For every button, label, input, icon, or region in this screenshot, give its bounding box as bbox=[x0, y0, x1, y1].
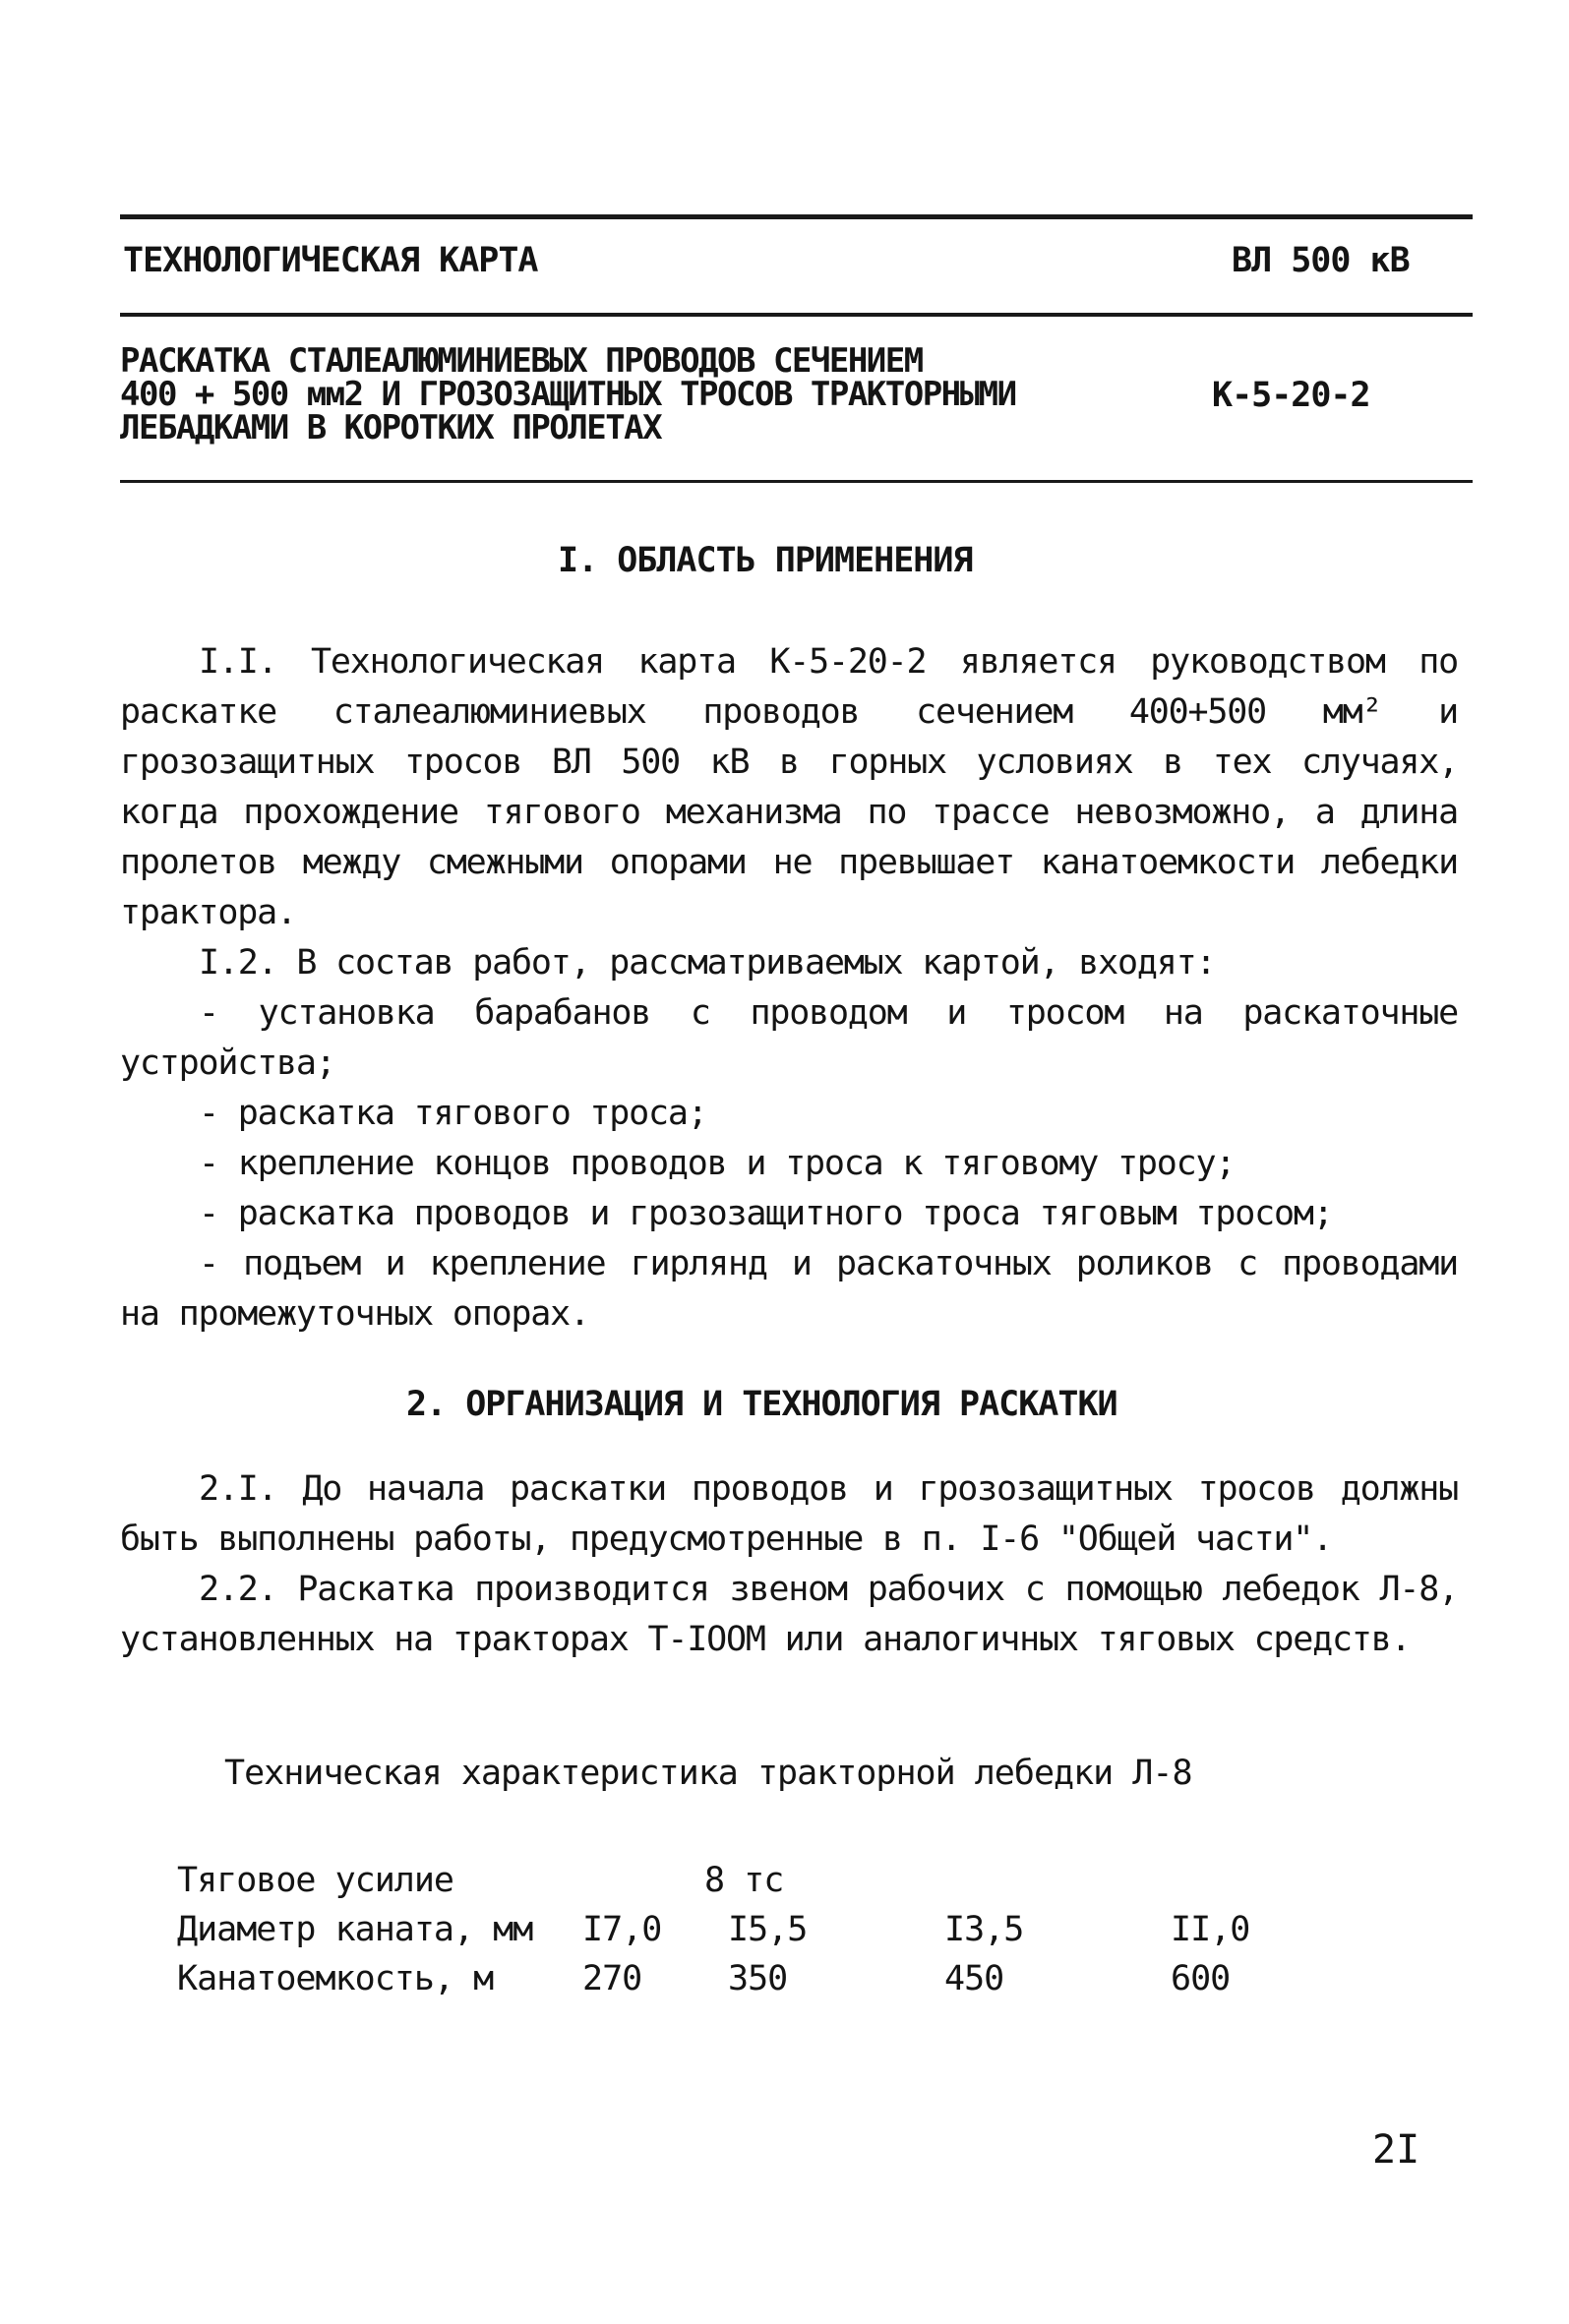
document-title bbox=[120, 341, 1163, 447]
capacity-value: 600 bbox=[1171, 1959, 1231, 1998]
diameter-value: I7,0 bbox=[582, 1910, 662, 1949]
paragraph-2-2: 2.2. Раскатка производится звеном рабочих с помощью лебедок Л-8, установленных на тракторах Т-IOOМ или аналогичных тяговых средств. bbox=[120, 1570, 1458, 1659]
list-item: - крепление концов проводов и троса к тяговому тросу; bbox=[199, 1144, 1236, 1183]
card-code: К-5-20-2 bbox=[1212, 376, 1370, 415]
list-item: - установка барабанов с проводом и тросом на раскаточные устройства; bbox=[120, 993, 1458, 1083]
spec-row-force bbox=[0, 1861, 1569, 1910]
spec-row-capacity bbox=[0, 1959, 1569, 2008]
section-1-body bbox=[120, 637, 1458, 1340]
top-rule bbox=[120, 214, 1473, 219]
header-rule bbox=[120, 313, 1473, 317]
title-line: РАСКАТКА СТАЛЕАЛЮМИНИЕВЫХ ПРОВОДОВ СЕЧЕНИЕМ bbox=[120, 341, 923, 381]
line-voltage-label: ВЛ 500 кВ bbox=[1232, 241, 1410, 280]
title-line: ЛЕБАДКАМИ В КОРОТКИХ ПРОЛЕТАХ bbox=[120, 408, 662, 447]
paragraph-1-1: I.I. Технологическая карта К-5-20-2 является руководством по раскатке сталеалюминиевых проводов сечением 400+500 мм² и грозозащитных тросов ВЛ 500 кВ в горных условиях в тех случаях, когда прохождение тягового механизма по трассе невозможно, а длина пролетов между смежными опорами не превышает канатоемкости лебедки трактора. bbox=[120, 642, 1458, 932]
section-1-title: I. ОБЛАСТЬ ПРИМЕНЕНИЯ bbox=[558, 541, 973, 580]
list-item: - подъем и крепление гирлянд и раскаточных роликов с проводами на промежуточных опорах. bbox=[120, 1244, 1458, 1334]
list-item: - раскатка проводов и грозозащитного троса тяговым тросом; bbox=[199, 1194, 1333, 1233]
doc-type-heading: ТЕХНОЛОГИЧЕСКАЯ КАРТА bbox=[123, 241, 538, 280]
spec-row-diameter bbox=[0, 1910, 1569, 1959]
capacity-value: 270 bbox=[582, 1959, 642, 1998]
tech-spec-title: Техническая характеристика тракторной лебедки Л-8 bbox=[224, 1754, 1192, 1793]
capacity-value: 350 bbox=[728, 1959, 788, 1998]
diameter-value: I3,5 bbox=[944, 1910, 1024, 1949]
paragraph-1-2: I.2. В состав работ, рассматриваемых картой, входят: bbox=[199, 943, 1216, 983]
diameter-value: I5,5 bbox=[728, 1910, 808, 1949]
force-value: 8 тс bbox=[704, 1861, 784, 1900]
capacity-label: Канатоемкость, м bbox=[177, 1959, 494, 1998]
list-item: - раскатка тягового троса; bbox=[199, 1094, 707, 1133]
title-rule bbox=[120, 480, 1473, 483]
force-label: Тяговое усилие bbox=[177, 1861, 454, 1900]
title-line: 400 + 500 мм2 И ГРОЗОЗАЩИТНЫХ ТРОСОВ ТРАКТОРНЫМИ bbox=[120, 375, 1016, 414]
page-number: 2I bbox=[1372, 2127, 1420, 2173]
paragraph-2-1: 2.I. До начала раскатки проводов и грозозащитных тросов должны быть выполнены работы, предусмотренные в п. I-6 "Общей части". bbox=[120, 1469, 1458, 1559]
diameter-value: II,0 bbox=[1171, 1910, 1250, 1949]
section-2-title: 2. ОРГАНИЗАЦИЯ И ТЕХНОЛОГИЯ РАСКАТКИ bbox=[406, 1385, 1117, 1424]
diameter-label: Диаметр каната, мм bbox=[177, 1910, 533, 1949]
section-2-body bbox=[120, 1464, 1458, 1665]
capacity-value: 450 bbox=[944, 1959, 1004, 1998]
